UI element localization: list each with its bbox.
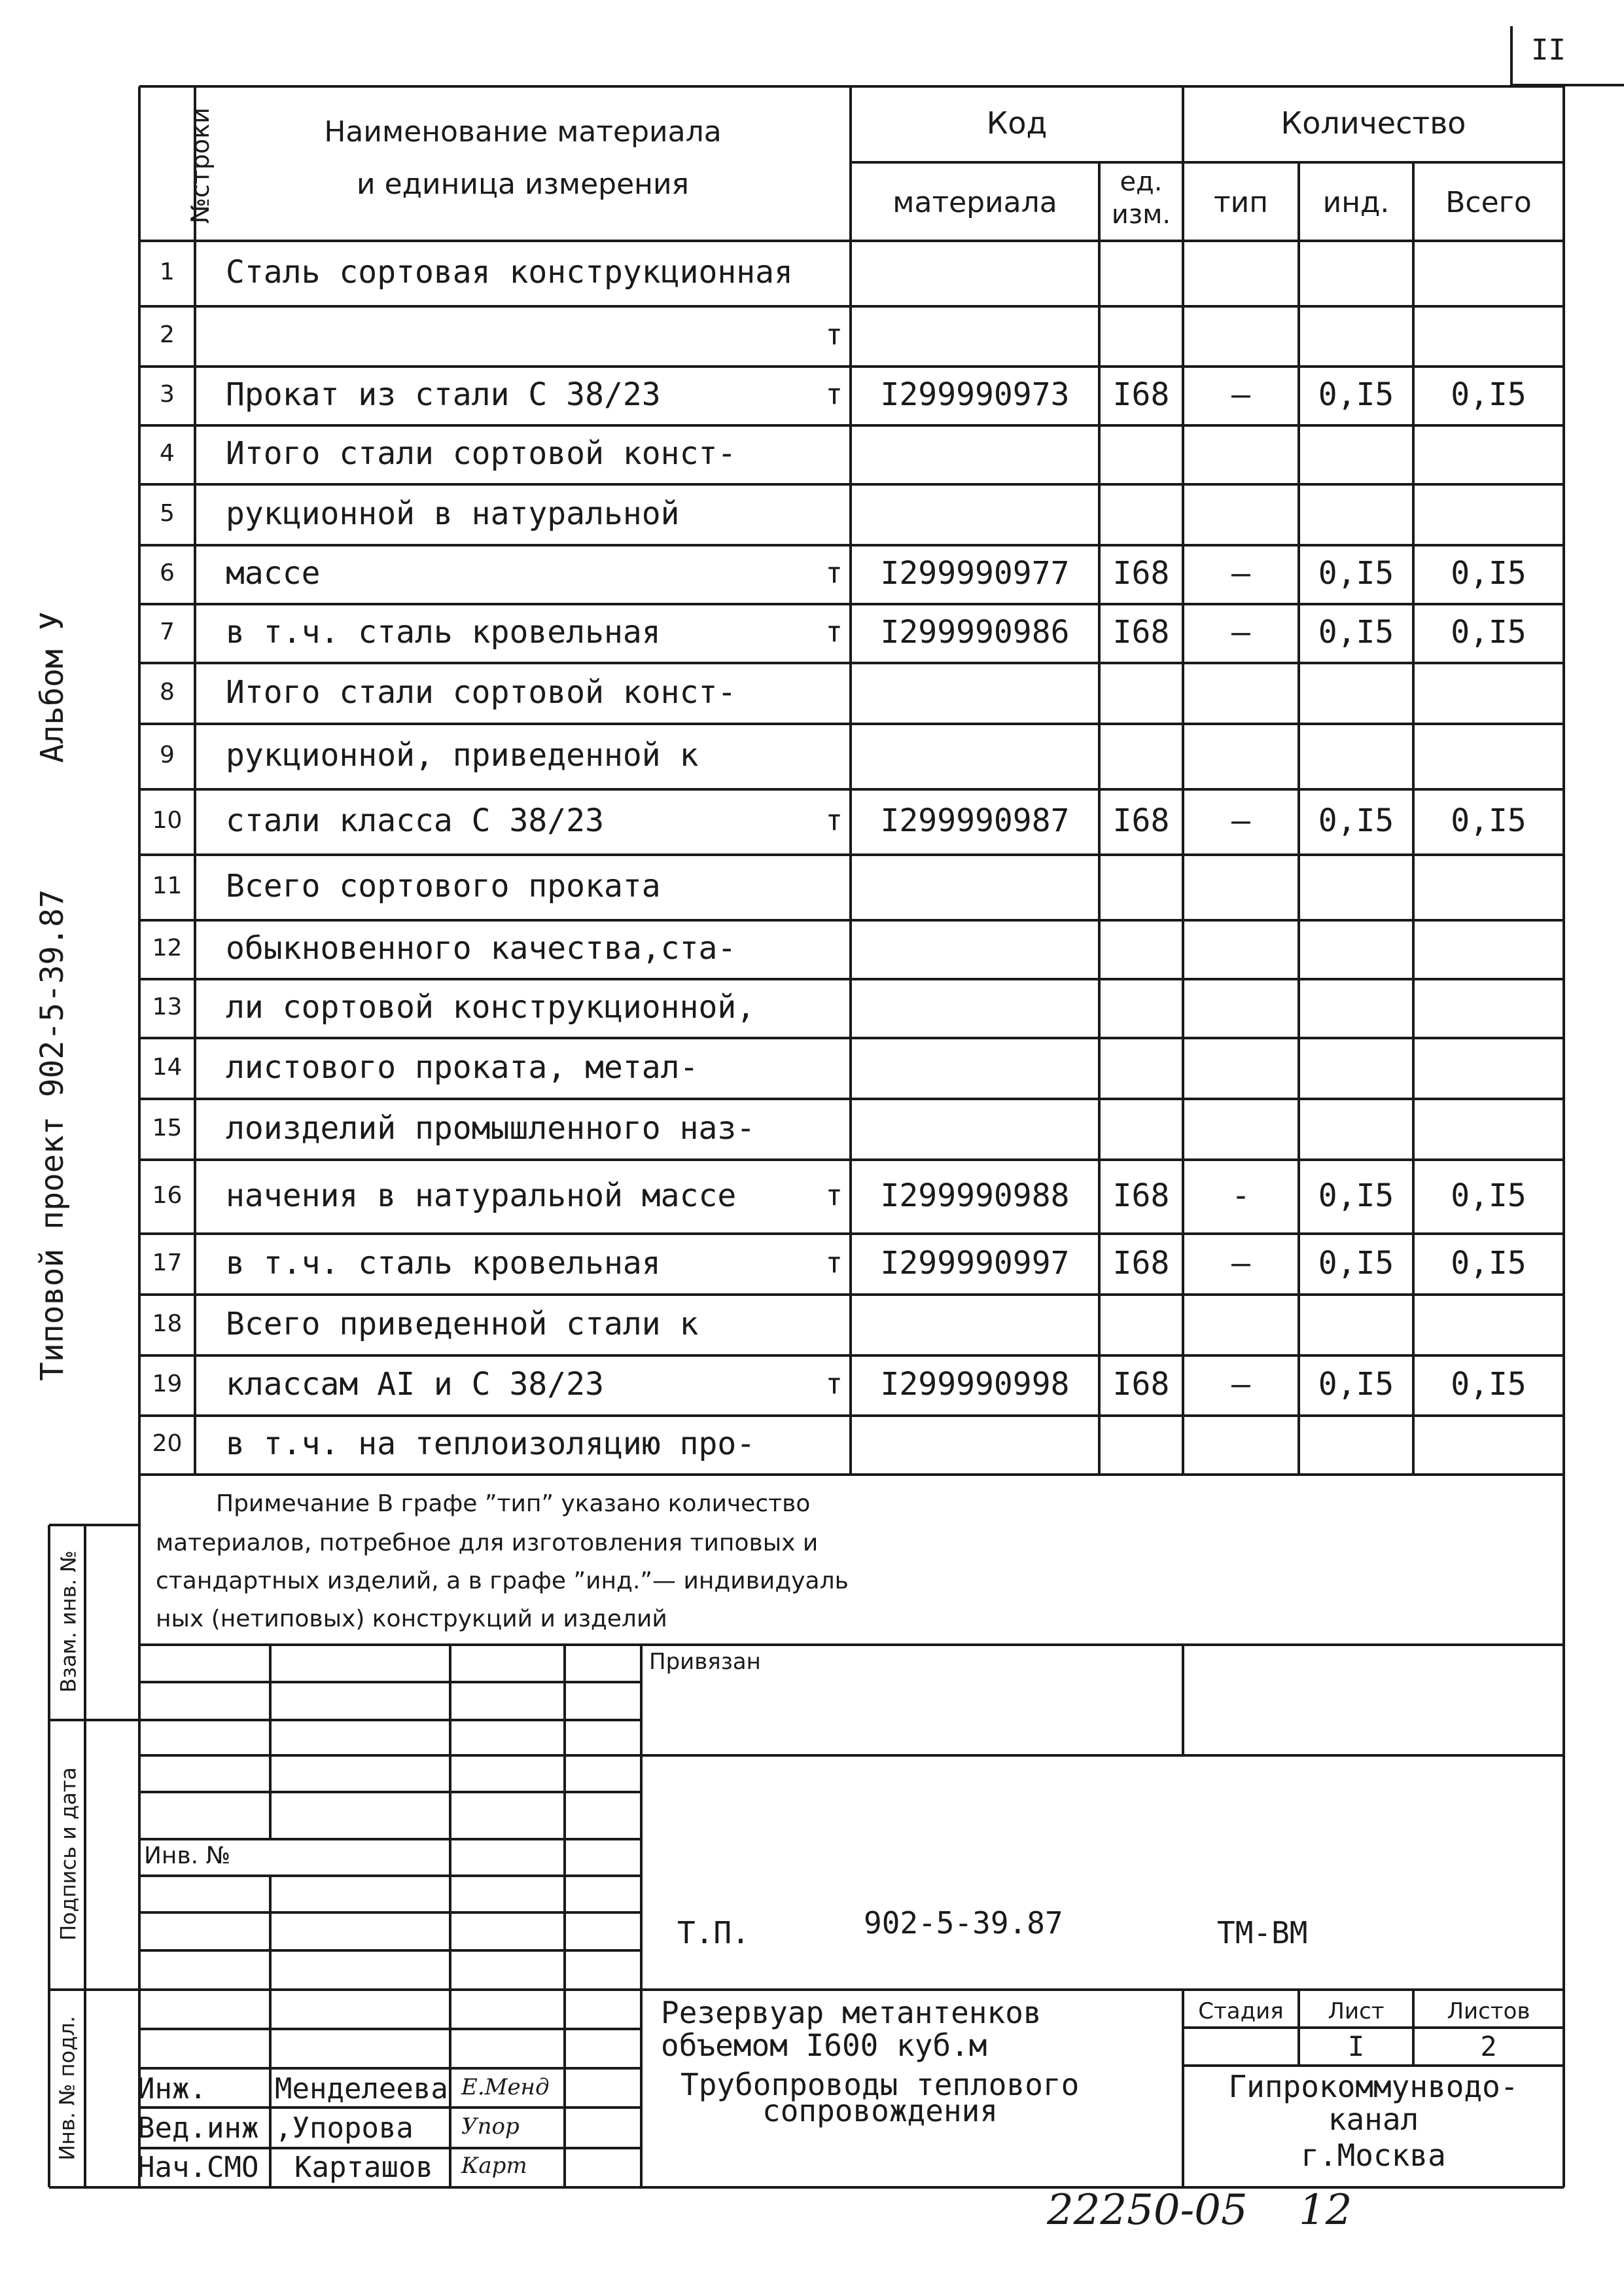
- qty-total: 0,I5: [1451, 1177, 1527, 1214]
- row-number: 11: [152, 872, 183, 899]
- unit-code: I68: [1112, 614, 1170, 651]
- header-unit-line2: изм.: [1111, 200, 1171, 230]
- row-number: 8: [160, 678, 175, 706]
- qty-total: 0,I5: [1451, 1366, 1527, 1403]
- header-quantity: Количество: [1280, 105, 1466, 141]
- stamp-org-line3: г.Москва: [1301, 2138, 1446, 2173]
- material-name: обыкновенного качества,ста-: [226, 930, 737, 967]
- stamp-tp: Т.П.: [677, 1915, 750, 1950]
- side-label-vzam: Взам. инв. №: [56, 1550, 81, 1693]
- material-name: стали класса С 38/23: [226, 802, 604, 839]
- side-label-inv-podl: Инв. № подл.: [54, 2016, 80, 2161]
- material-name: начения в натуральной массе: [226, 1177, 737, 1214]
- unit-mark: т: [825, 1246, 843, 1280]
- note-line3: стандартных изделий, а в графе ”инд.”— индивидуаль: [156, 1568, 849, 1594]
- unit-code: I68: [1112, 1177, 1170, 1214]
- material-name: Прокат из стали С 38/23: [226, 376, 661, 413]
- row-number: 17: [152, 1249, 183, 1276]
- header-unit-line1: ед.: [1120, 167, 1163, 197]
- material-code: I299990988: [880, 1177, 1070, 1214]
- row-number: 2: [160, 321, 175, 348]
- header-name-line2: и единица измерения: [356, 168, 690, 201]
- qty-type: –: [1231, 1244, 1250, 1282]
- material-name: Всего сортового проката: [226, 868, 661, 905]
- unit-mark: т: [825, 378, 843, 411]
- material-name: классам АI и С 38/23: [226, 1366, 604, 1403]
- person-role: Нач.СМО: [137, 2151, 259, 2184]
- material-name: лоизделий промышленного наз-: [226, 1109, 756, 1147]
- stamp-tp-number: 902-5-39.87: [864, 1905, 1063, 1941]
- album-label: Альбом У: [34, 611, 71, 763]
- material-code: I299990973: [880, 376, 1070, 413]
- qty-total: 0,I5: [1451, 802, 1527, 839]
- header-qty-total: Всего: [1445, 186, 1532, 219]
- stamp-sheets-label: Листов: [1447, 1998, 1530, 2024]
- unit-mark: т: [825, 318, 843, 351]
- header-qty-ind: инд.: [1322, 186, 1390, 219]
- row-number: 20: [152, 1430, 183, 1457]
- material-name: листового проката, метал-: [226, 1049, 699, 1086]
- material-code: I299990997: [880, 1244, 1070, 1282]
- material-code: I299990998: [880, 1366, 1070, 1403]
- qty-type: –: [1231, 802, 1250, 839]
- qty-ind: 0,I5: [1318, 1366, 1394, 1403]
- row-number: 13: [152, 994, 183, 1020]
- material-code: I299990986: [880, 614, 1070, 651]
- unit-code: I68: [1112, 1244, 1170, 1282]
- qty-ind: 0,I5: [1318, 376, 1394, 413]
- row-number: 6: [160, 560, 175, 586]
- note-line4: ных (нетиповых) конструкций и изделий: [156, 1605, 667, 1632]
- qty-type: –: [1231, 376, 1250, 413]
- header-name-line1: Наименование материала: [324, 115, 722, 149]
- unit-mark: т: [825, 615, 843, 649]
- stamp-org-line2: канал: [1328, 2102, 1419, 2137]
- material-code: I299990987: [880, 802, 1070, 839]
- unit-mark: т: [825, 804, 843, 837]
- note-line1: Примечание В графе ”тип” указано количество: [216, 1490, 811, 1517]
- stamp-sheet: I: [1347, 2030, 1365, 2062]
- stamp-title-line1: Резервуар метантенков: [661, 1995, 1042, 2030]
- footer-code: 22250-05: [1047, 2186, 1248, 2234]
- stamp-inv-no: Инв. №: [144, 1842, 231, 1869]
- material-code: I299990977: [880, 555, 1070, 592]
- person-name: Менделеева: [275, 2072, 448, 2106]
- header-code: Код: [986, 105, 1048, 141]
- unit-code: I68: [1112, 1366, 1170, 1403]
- row-number: 18: [152, 1310, 183, 1337]
- stamp-title-line3: Трубопроводы теплового: [680, 2067, 1080, 2102]
- material-name: ли сортовой конструкционной,: [226, 989, 756, 1026]
- stamp-title-line2: объемом I600 куб.м: [661, 2028, 987, 2063]
- qty-total: 0,I5: [1451, 1244, 1527, 1282]
- material-name: Итого стали сортовой конст-: [226, 435, 737, 472]
- page-number: II: [1531, 33, 1566, 67]
- row-number: 3: [160, 381, 175, 408]
- qty-type: –: [1231, 614, 1250, 651]
- row-number: 5: [160, 499, 175, 527]
- stamp-mark: ТМ-ВМ: [1217, 1915, 1308, 1950]
- header-row-number: №строки: [186, 107, 215, 224]
- stamp-stage-label: Стадия: [1198, 1998, 1284, 2024]
- qty-ind: 0,I5: [1318, 614, 1394, 651]
- qty-ind: 0,I5: [1318, 802, 1394, 839]
- row-number: 15: [152, 1114, 183, 1141]
- material-name: Итого стали сортовой конст-: [226, 673, 737, 711]
- row-number: 19: [152, 1371, 183, 1397]
- person-name: Карташов: [294, 2151, 433, 2184]
- material-name: рукционной в натуральной: [226, 495, 680, 532]
- row-number: 9: [160, 742, 175, 768]
- unit-mark: т: [825, 556, 843, 590]
- material-name: рукционной, приведенной к: [226, 737, 699, 774]
- row-number: 10: [152, 807, 183, 834]
- unit-code: I68: [1112, 802, 1170, 839]
- header-qty-type: тип: [1214, 186, 1268, 219]
- unit-code: I68: [1112, 555, 1170, 592]
- header-code-material: материала: [892, 186, 1057, 219]
- material-name: Всего приведенной стали к: [226, 1305, 699, 1342]
- material-name: в т.ч. сталь кровельная: [226, 1244, 661, 1282]
- unit-mark: т: [825, 1367, 843, 1401]
- row-number: 7: [160, 619, 175, 645]
- person-role: Инж.: [137, 2072, 207, 2106]
- side-label-podpis: Подпись и дата: [56, 1767, 81, 1941]
- row-number: 16: [152, 1181, 183, 1209]
- person-signature: E.Менд: [461, 2074, 550, 2100]
- project-label: Типовой проект 902-5-39.87: [34, 889, 71, 1381]
- stamp-sheet-label: Лист: [1328, 1998, 1385, 2024]
- qty-type: –: [1231, 555, 1250, 592]
- note-line2: материалов, потребное для изготовления типовых и: [156, 1530, 819, 1556]
- unit-code: I68: [1112, 376, 1170, 413]
- qty-ind: 0,I5: [1318, 555, 1394, 592]
- qty-type: -: [1231, 1177, 1250, 1214]
- material-name: массе: [226, 555, 321, 592]
- row-number: 1: [160, 259, 175, 285]
- person-signature: Упор: [461, 2113, 520, 2140]
- person-role: Вед.инж: [137, 2111, 259, 2145]
- qty-total: 0,I5: [1451, 376, 1527, 413]
- material-name: в т.ч. сталь кровельная: [226, 614, 661, 651]
- qty-ind: 0,I5: [1318, 1177, 1394, 1214]
- qty-ind: 0,I5: [1318, 1244, 1394, 1282]
- row-number: 14: [152, 1053, 183, 1081]
- footer-code-2: 12: [1299, 2186, 1352, 2234]
- material-name: в т.ч. на теплоизоляцию про-: [226, 1426, 756, 1462]
- qty-total: 0,I5: [1451, 614, 1527, 651]
- stamp-privyazan: Привязан: [649, 1649, 761, 1675]
- person-name: ,Упорова: [275, 2111, 414, 2145]
- row-number: 12: [152, 935, 183, 961]
- person-signature: Карт: [461, 2153, 527, 2179]
- stamp-title-line4: сопровождения: [762, 2093, 998, 2128]
- row-number: 4: [160, 440, 175, 467]
- qty-type: –: [1231, 1366, 1250, 1403]
- qty-total: 0,I5: [1451, 555, 1527, 592]
- stamp-sheets: 2: [1480, 2030, 1497, 2062]
- stamp-org-line1: Гипрокоммунводо-: [1228, 2069, 1519, 2104]
- unit-mark: т: [825, 1178, 843, 1212]
- material-name: Сталь сортовая конструкционная: [226, 254, 793, 291]
